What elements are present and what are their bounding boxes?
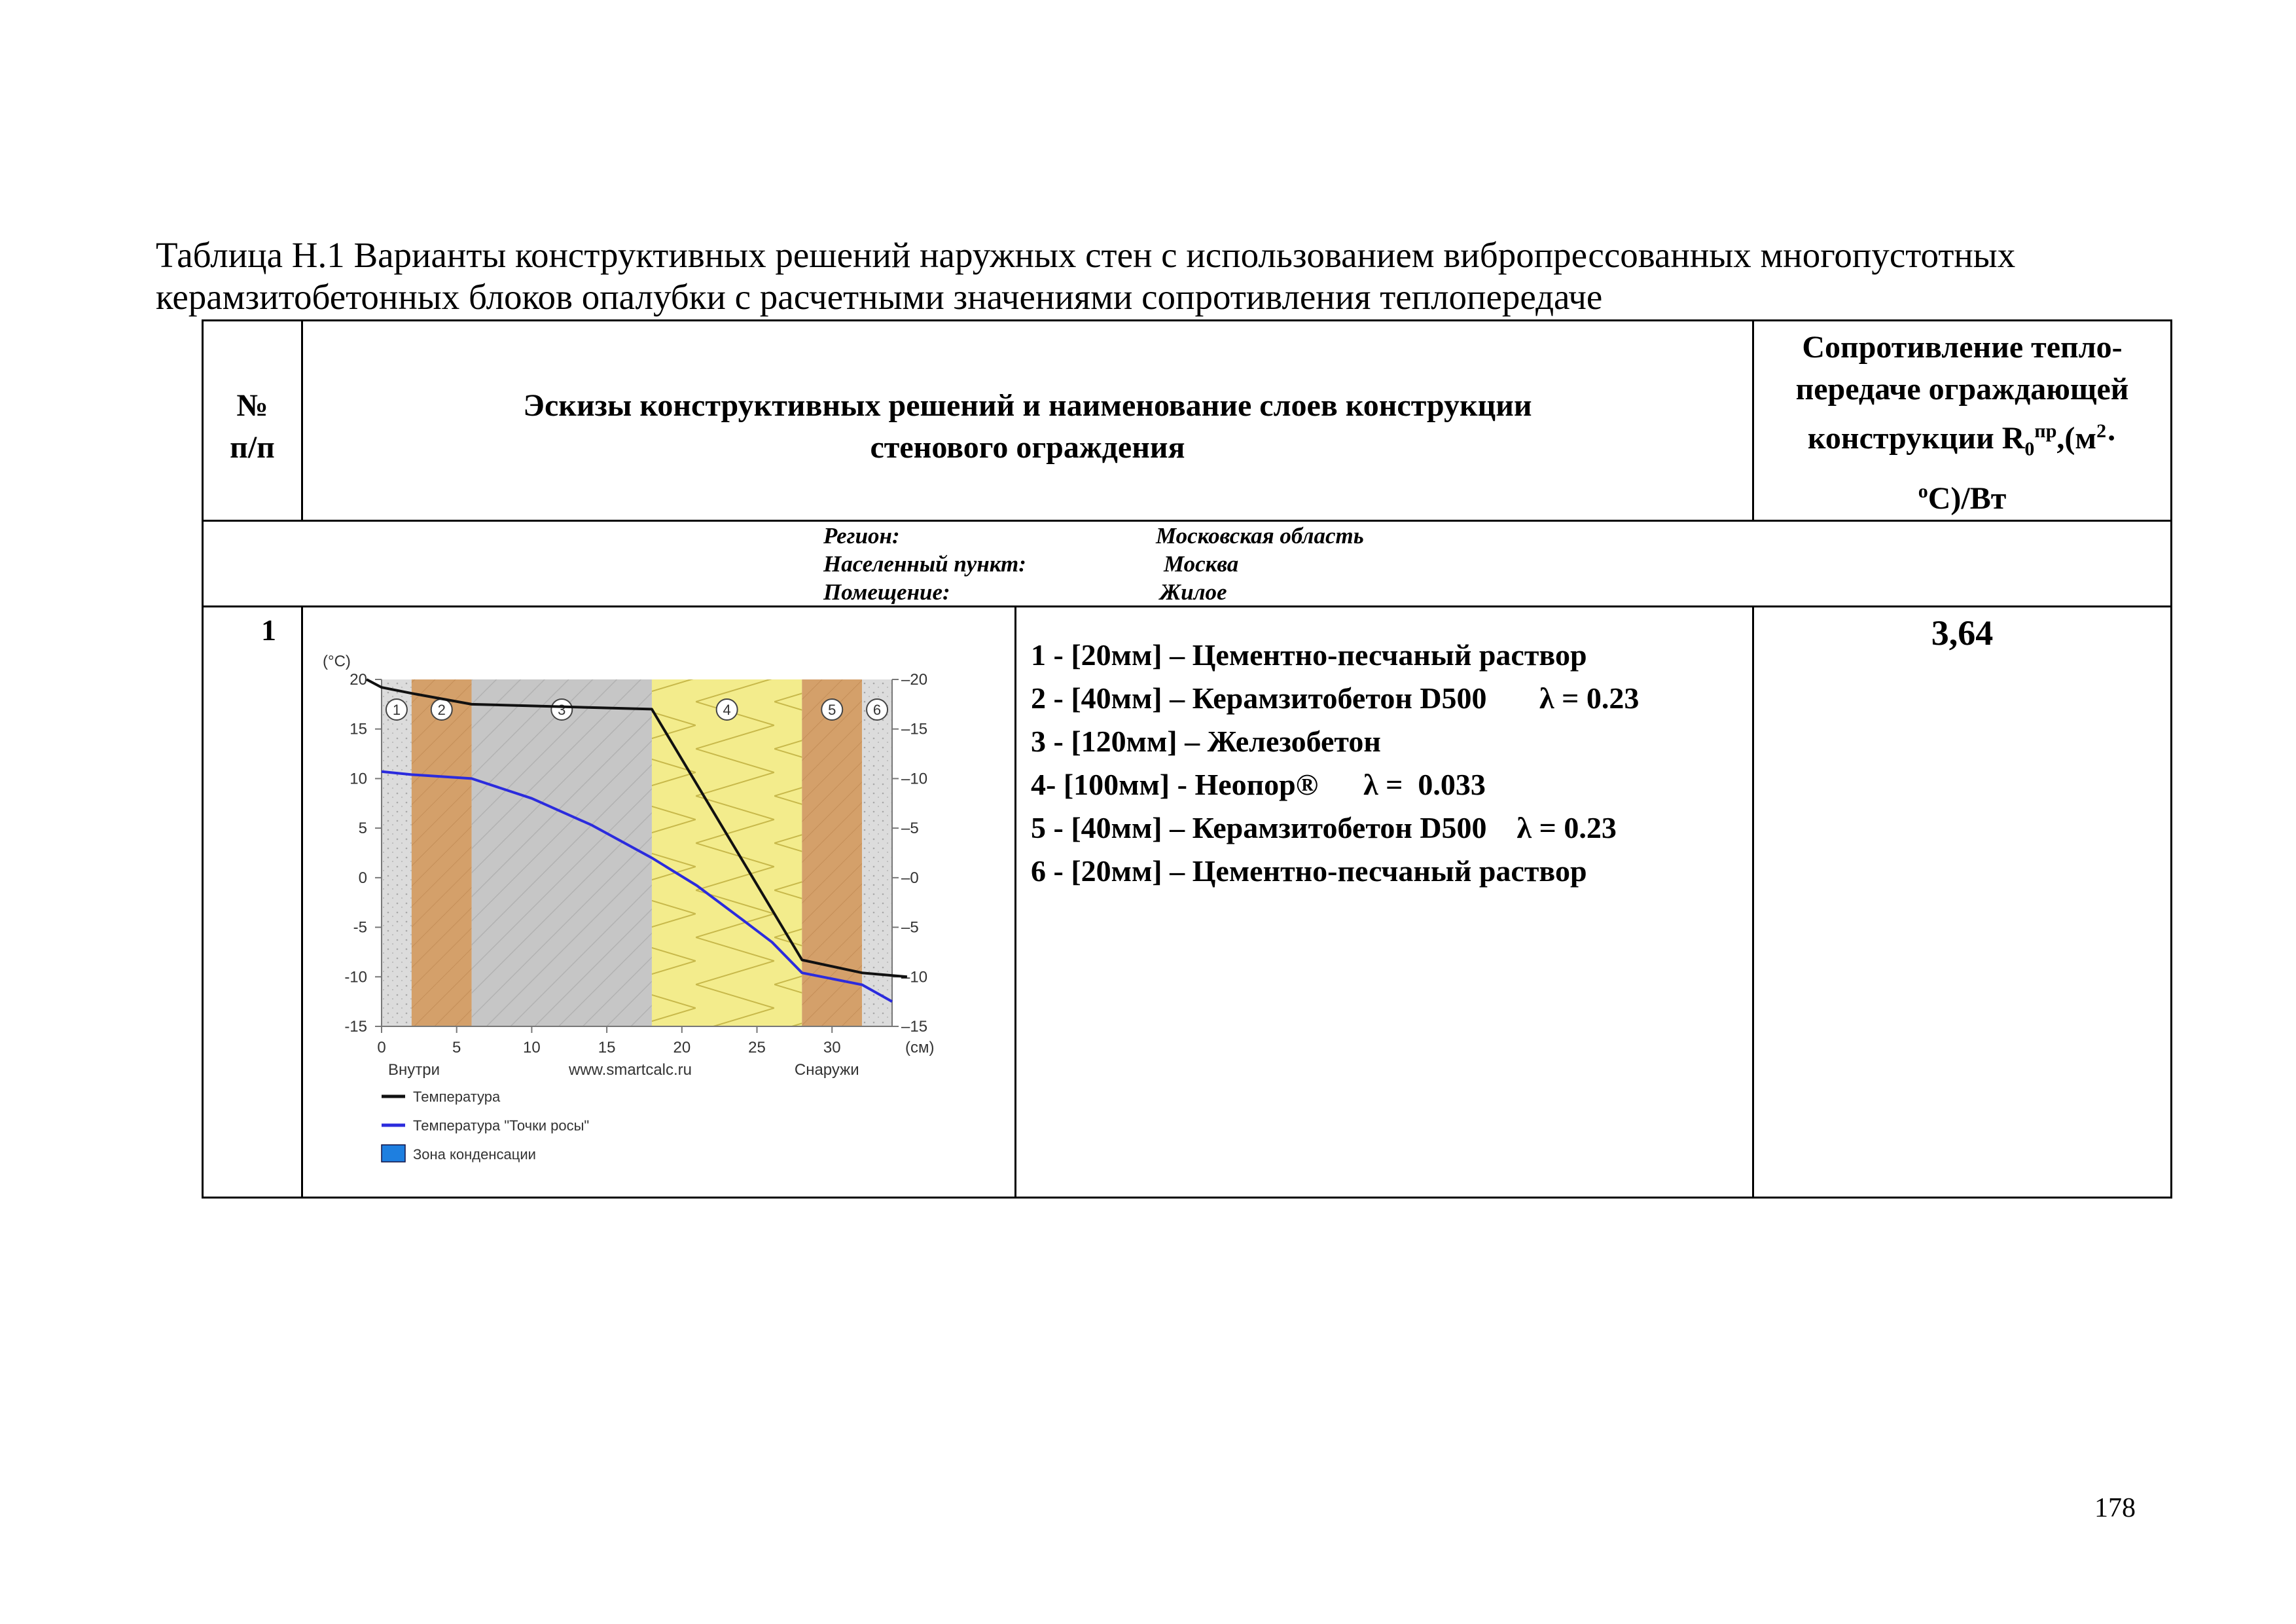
room-value: Жилое (1160, 579, 1227, 605)
room-label: Помещение: (823, 579, 950, 605)
y-tick-label-left: -10 (344, 967, 367, 986)
resist-unit: ,(м (2056, 421, 2097, 456)
row-number: 1 (203, 606, 302, 1197)
resist-text: конструкции R (1807, 421, 2025, 456)
layer-band-2 (412, 679, 472, 1026)
caption-line-2: керамзитобетонных блоков опалубки с расчетными значениями сопротивления теплопередаче (156, 277, 1603, 317)
header-sketch (302, 321, 1753, 521)
y-tick-label-left: 5 (358, 819, 367, 837)
page-number: 178 (2094, 1493, 2136, 1523)
x-tick-label: 15 (598, 1038, 616, 1056)
y-tick-label-right: –5 (901, 918, 919, 937)
legend-swatch-3 (382, 1145, 405, 1162)
x-tick-label: 25 (748, 1038, 766, 1056)
table-caption (156, 234, 2185, 318)
y-tick-label-right: –5 (901, 819, 919, 837)
region-row (203, 520, 2172, 606)
x-tick-label: 20 (673, 1038, 691, 1056)
header-number (203, 321, 302, 521)
y-tick-label-right: –0 (901, 869, 919, 887)
header-sketch-line-1: Эскизы конструктивных решений и наименование слоев конструкции (523, 388, 1532, 424)
resist-sup2: 2 (2096, 420, 2107, 442)
header-resistance (1753, 321, 2172, 521)
y-tick-label-left: 20 (350, 670, 367, 689)
layer-1: 1 - [20мм] – Цементно-песчаный раствор (1031, 638, 1587, 672)
table-header-row (203, 321, 2172, 521)
region-cell (203, 520, 2172, 606)
site-label: www.smartcalc.ru (568, 1060, 692, 1079)
layer-band-4 (652, 679, 802, 1026)
y-tick-label-right: –15 (901, 720, 928, 738)
temperature-chart (303, 607, 1016, 1193)
city-value: Москва (1164, 550, 1239, 577)
x-axis-unit: (см) (905, 1038, 935, 1056)
table-row (203, 606, 2172, 1197)
y-tick-label-right: –15 (901, 1017, 928, 1036)
layers-cell (1016, 606, 1753, 1197)
y-tick-label-left: -15 (344, 1017, 367, 1036)
y-tick-label-left: 0 (358, 869, 367, 887)
region-label: Регион: (823, 522, 900, 549)
layer-6: 6 - [20мм] – Цементно-песчаный раствор (1031, 854, 1587, 888)
x-tick-label: 30 (823, 1038, 841, 1056)
layer-marker-label-2: 2 (437, 701, 446, 718)
layer-band-3 (472, 679, 652, 1026)
resist-dot: · (2106, 421, 2117, 456)
layer-marker-label-1: 1 (392, 701, 401, 718)
caption-line-1: Таблица Н.1 Варианты конструктивных решений наружных стен с использованием вибропрессованных многопустотных (156, 235, 2016, 275)
city-label: Населенный пункт: (823, 550, 1026, 577)
y-tick-label-left: 10 (350, 770, 367, 788)
layer-marker-label-5: 5 (828, 701, 836, 718)
y-tick-label-right: –10 (901, 967, 928, 986)
sketch-cell (302, 606, 1016, 1197)
region-value: Московская область (1156, 522, 1364, 549)
header-number-abbr: п/п (230, 430, 275, 465)
region-block (204, 522, 2170, 605)
x-tick-label: 5 (452, 1038, 461, 1056)
layer-marker-label-6: 6 (872, 701, 882, 718)
layer-marker-label-4: 4 (723, 701, 731, 718)
y-tick-label-left: -5 (353, 918, 367, 937)
layer-marker-label-3: 3 (558, 701, 566, 718)
header-resist-line-1: Сопротивление тепло- (1802, 330, 2123, 365)
resistance-value: 3,64 (1753, 606, 2172, 1197)
layer-2: 2 - [40мм] – Керамзитобетон D500 λ = 0.23 (1031, 681, 1640, 715)
header-sketch-line-2: стенового ограждения (870, 430, 1185, 465)
layer-3: 3 - [120мм] – Железобетон (1031, 724, 1381, 758)
layer-5: 5 - [40мм] – Керамзитобетон D500 λ = 0.23 (1031, 810, 1617, 844)
y-tick-label-right: –10 (901, 770, 928, 788)
inside-label: Внутри (388, 1060, 440, 1079)
resist-unit-end: С)/Вт (1928, 480, 2007, 516)
resist-sup: пр (2034, 420, 2057, 442)
outside-label: Снаружи (794, 1060, 859, 1079)
header-resist-line-4 (1754, 471, 2170, 520)
layer-4: 4- [100мм] - Неопор® λ = 0.033 (1031, 767, 1486, 801)
legend-label-3: Зона конденсации (413, 1146, 536, 1163)
header-resist-line-2: передаче ограждающей (1795, 372, 2129, 406)
x-tick-label: 0 (377, 1038, 386, 1056)
x-tick-label: 10 (523, 1038, 541, 1056)
header-number-sign: № (236, 388, 268, 424)
layer-band-1 (382, 679, 412, 1026)
resist-sub: 0 (2024, 438, 2035, 460)
legend-label-1: Температура (413, 1088, 501, 1105)
constructions-table (202, 319, 2172, 1199)
y-tick-label-right: –20 (901, 670, 928, 689)
y-axis-unit: (°C) (323, 652, 351, 670)
resist-degree: о (1918, 480, 1928, 502)
y-tick-label-left: 15 (350, 720, 367, 738)
legend-label-2: Температура "Точки росы" (413, 1117, 590, 1134)
header-resist-line-3 (1754, 410, 2170, 471)
